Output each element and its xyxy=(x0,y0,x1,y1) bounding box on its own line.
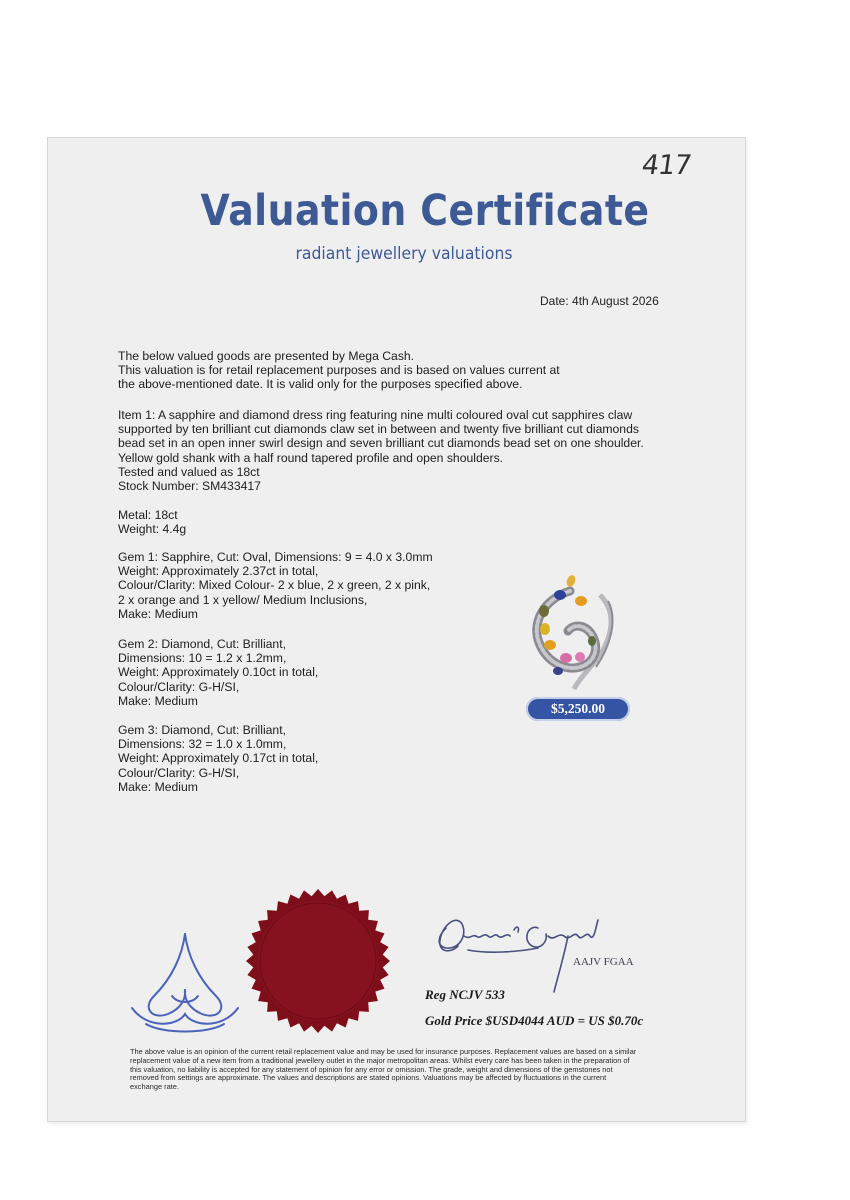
valuation-price: $5,250.00 xyxy=(526,697,630,721)
gem1-line: Colour/Clarity: Mixed Colour- 2 x blue, 2 x green, 2 x pink, xyxy=(118,578,431,593)
gem1-line: Gem 1: Sapphire, Cut: Oval, Dimensions: 9 = 4.0 x 3.0mm xyxy=(118,550,433,564)
disclaimer xyxy=(130,1048,690,1092)
disclaimer-line: exchange rate. xyxy=(130,1082,179,1092)
company-subtitle: radiant jewellery valuations xyxy=(295,244,513,264)
wax-seal-icon xyxy=(245,888,391,1034)
disclaimer-line: replacement value of a new item from a traditional jewellery outlet in the major metropolitan areas. Whilst every care has been taken in the preparation of xyxy=(130,1055,630,1065)
intro-line: The below valued goods are presented by Mega Cash. xyxy=(118,349,415,363)
disclaimer-line: removed from settings are approximate. The values and descriptions are stated opinions. Valuations may be affected by fluctuations in the current xyxy=(130,1073,607,1083)
intro-line: the above-mentioned date. It is valid only for the purposes specified above. xyxy=(118,377,523,392)
item-line: Tested and valued as 18ct xyxy=(118,464,260,479)
gem2-line: Weight: Approximately 0.10ct in total, xyxy=(118,665,319,680)
gem1-line: Make: Medium xyxy=(118,606,198,621)
valuation-date: Date: 4th August 2026 xyxy=(540,294,659,308)
gem1-line: Weight: Approximately 2.37ct in total, xyxy=(118,564,319,579)
handwritten-note: 417 xyxy=(639,150,693,181)
swirl-logo-icon xyxy=(128,930,242,1036)
gold-price: Gold Price $USD4044 AUD = US $0.70c xyxy=(425,1013,644,1028)
disclaimer-line: this valuation, no liability is accepted for any statement of opinion for any error or omission. The grade, weight and dimensions of the gemstones not xyxy=(130,1064,613,1074)
metal-details xyxy=(118,508,708,536)
gem3-line: Gem 3: Diamond, Cut: Brilliant, xyxy=(118,723,286,737)
gem3-line: Weight: Approximately 0.17ct in total, xyxy=(118,751,319,766)
gem2-line: Dimensions: 10 = 1.2 x 1.2mm, xyxy=(118,651,287,666)
stock-number: Stock Number: SM433417 xyxy=(118,479,261,494)
ring-photo xyxy=(522,575,622,690)
item-line: Yellow gold shank with a half round tapered profile and open shoulders. xyxy=(118,450,504,465)
signature-credentials: AAJV FGAA xyxy=(573,956,634,968)
gem3-line: Make: Medium xyxy=(118,779,198,794)
disclaimer-line: The above value is an opinion of the current retail replacement value and may be used for insurance purposes. Replacement values are based on a similar xyxy=(130,1047,637,1056)
gem3-line: Dimensions: 32 = 1.0 x 1.0mm, xyxy=(118,737,287,752)
metal-line: Metal: 18ct xyxy=(118,508,178,522)
item-line: Item 1: A sapphire and diamond dress ring featuring nine multi coloured oval cut sapphires claw xyxy=(118,408,633,422)
gem2-line: Gem 2: Diamond, Cut: Brilliant, xyxy=(118,637,286,651)
gem2-line: Colour/Clarity: G-H/SI, xyxy=(118,679,240,694)
weight-line: Weight: 4.4g xyxy=(118,522,187,537)
certificate-title: Valuation Certificate xyxy=(200,186,650,236)
gem3-details xyxy=(118,723,708,794)
gem1-line: 2 x orange and 1 x yellow/ Medium Inclusions, xyxy=(118,592,368,607)
item-line: bead set in an open inner swirl design and seven brilliant cut diamonds bead set on one shoulder. xyxy=(118,436,644,451)
item-description xyxy=(118,408,708,493)
intro-line: This valuation is for retail replacement purposes and is based on values current at xyxy=(118,363,560,378)
intro-paragraph xyxy=(118,349,708,392)
gem2-line: Make: Medium xyxy=(118,693,198,708)
gem3-line: Colour/Clarity: G-H/SI, xyxy=(118,765,240,780)
signature-image xyxy=(428,906,628,994)
item-line: supported by ten brilliant cut diamonds claw set in between and twenty five brilliant cut diamonds xyxy=(118,422,639,437)
registration-number: Reg NCJV 533 xyxy=(425,987,505,1002)
